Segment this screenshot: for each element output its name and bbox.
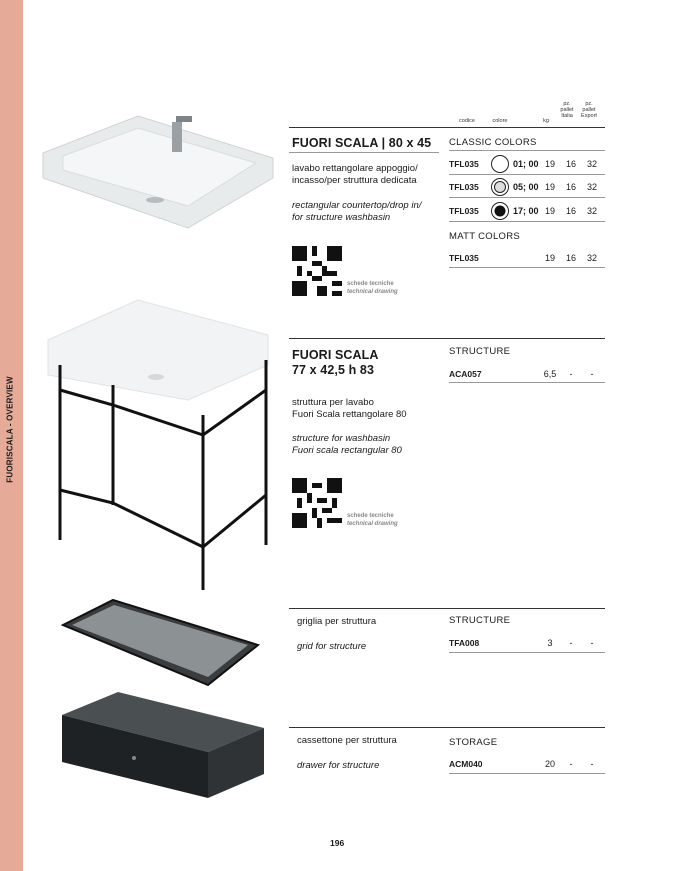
divider (449, 221, 605, 222)
section-structure: STRUCTURE (449, 615, 511, 626)
product3-row-kg: 3 (547, 638, 553, 648)
divider (289, 608, 605, 609)
product4-desc-it: cassettone per struttura (297, 735, 397, 746)
product1-row-code: TFL035 (449, 206, 479, 216)
product4-row-code: ACM040 (449, 759, 483, 769)
header-codice: codice (459, 118, 475, 124)
product1-row-export: 32 (586, 182, 597, 192)
product2-row-code: ACA057 (449, 369, 482, 379)
divider (449, 174, 605, 175)
section-matt-colors: MATT COLORS (449, 231, 521, 242)
product1-row-kg: 19 (544, 159, 555, 169)
header-pallet-export: pz. pallet Export (581, 101, 597, 119)
product1-row-export: 32 (586, 159, 597, 169)
divider (289, 127, 605, 128)
product3-row-export: - (590, 638, 594, 648)
product1-matt-italia: 16 (565, 253, 576, 263)
divider (449, 150, 605, 151)
product1-title: FUORI SCALA | 80 x 45 (292, 136, 432, 150)
color-swatch-white-icon (490, 154, 510, 174)
section-structure: STRUCTURE (449, 346, 511, 357)
washbasin-image (38, 108, 278, 233)
product1-desc-it: lavabo rettangolare appoggio/ incasso/per struttura dedicata (292, 163, 418, 186)
header-kg: kg (543, 118, 549, 124)
drawer-image (58, 690, 268, 800)
structure-image (38, 295, 278, 595)
product1-row-kg: 19 (544, 206, 555, 216)
product1-row-color: 01; 00 (513, 159, 539, 169)
qr-caption: schede tecniche technical drawing (347, 513, 398, 527)
header-colore: colore (492, 118, 508, 124)
section-classic-colors: CLASSIC COLORS (449, 137, 537, 148)
product1-row-italia: 16 (565, 182, 576, 192)
grid-image (58, 595, 263, 690)
product2-title: FUORI SCALA 77 x 42,5 h 83 (292, 348, 379, 377)
product1-matt-kg: 19 (544, 253, 555, 263)
product1-row-italia: 16 (565, 159, 576, 169)
product2-row-kg: 6,5 (543, 369, 557, 379)
sidebar-label: FUORISCALA - OVERVIEW (5, 376, 15, 483)
product1-desc-en: rectangular countertop/drop in/ for structure washbasin (292, 200, 422, 223)
product2-row-italia: - (569, 369, 573, 379)
product3-desc-en: grid for structure (297, 641, 367, 652)
product1-row-italia: 16 (565, 206, 576, 216)
product3-desc-it: griglia per struttura (297, 616, 377, 627)
product4-row-export: - (590, 759, 594, 769)
color-swatch-black-icon (490, 201, 510, 221)
product2-desc-it: struttura per lavabo Fuori Scala rettangolare 80 (292, 397, 407, 420)
divider (449, 652, 605, 653)
product1-row-code: TFL035 (449, 159, 479, 169)
qr-code-icon[interactable] (292, 478, 342, 528)
header-pallet-italia: pz. pallet Italia (560, 101, 574, 119)
divider (449, 382, 605, 383)
product2-row-export: - (590, 369, 594, 379)
product4-desc-en: drawer for structure (297, 760, 380, 771)
product4-row-kg: 20 (544, 759, 555, 769)
product1-row-kg: 19 (544, 182, 555, 192)
product1-row-export: 32 (586, 206, 597, 216)
divider (289, 338, 605, 339)
divider (289, 152, 439, 153)
product1-row-color: 17; 00 (513, 206, 539, 216)
divider (449, 267, 605, 268)
qr-code-icon[interactable] (292, 246, 342, 296)
divider (449, 197, 605, 198)
product1-matt-export: 32 (586, 253, 597, 263)
page-number: 196 (330, 838, 345, 848)
divider (449, 773, 605, 774)
product4-row-italia: - (569, 759, 573, 769)
product3-row-italia: - (569, 638, 573, 648)
divider (289, 727, 605, 728)
color-swatch-grey-icon (490, 177, 510, 197)
product1-row-code: TFL035 (449, 182, 479, 192)
section-storage: STORAGE (449, 737, 498, 748)
product1-row-color: 05; 00 (513, 182, 539, 192)
product2-desc-en: structure for washbasin Fuori scala rectangular 80 (292, 433, 402, 456)
product1-matt-code: TFL035 (449, 253, 479, 263)
qr-caption: schede tecniche technical drawing (347, 281, 398, 295)
product3-row-code: TFA008 (449, 638, 480, 648)
